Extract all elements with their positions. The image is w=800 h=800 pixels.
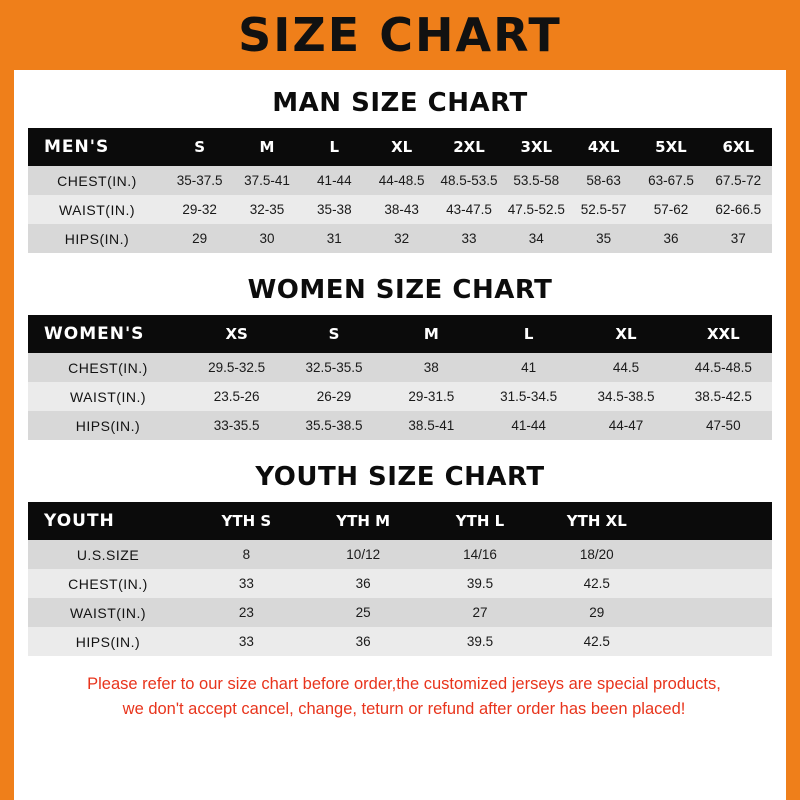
table-row	[28, 195, 772, 224]
cell: 35-37.5	[166, 166, 233, 195]
section-women	[28, 275, 772, 440]
column-header: S	[285, 315, 382, 353]
cell: 41-44	[480, 411, 577, 440]
cell: 31.5-34.5	[480, 382, 577, 411]
cell: 67.5-72	[705, 166, 772, 195]
column-header: 2XL	[435, 128, 502, 166]
cell-empty	[655, 569, 772, 598]
row-label: HIPS(IN.)	[28, 224, 166, 253]
column-header: 6XL	[705, 128, 772, 166]
table-row	[28, 540, 772, 569]
table-corner-label: WOMEN'S	[28, 315, 188, 353]
table-man-sizes	[28, 128, 772, 253]
cell: 42.5	[538, 627, 655, 656]
cell: 39.5	[422, 569, 539, 598]
row-label: HIPS(IN.)	[28, 627, 188, 656]
cell: 48.5-53.5	[435, 166, 502, 195]
table-corner-label: YOUTH	[28, 502, 188, 540]
row-label: HIPS(IN.)	[28, 411, 188, 440]
column-header: M	[383, 315, 480, 353]
table-row	[28, 598, 772, 627]
cell: 47-50	[675, 411, 772, 440]
column-header: L	[480, 315, 577, 353]
column-header: 5XL	[637, 128, 704, 166]
column-header: L	[301, 128, 368, 166]
section-man	[28, 88, 772, 253]
cell: 29-31.5	[383, 382, 480, 411]
table-header-row	[28, 502, 772, 540]
cell: 14/16	[422, 540, 539, 569]
cell: 35.5-38.5	[285, 411, 382, 440]
table-row	[28, 382, 772, 411]
cell: 33-35.5	[188, 411, 285, 440]
cell: 33	[435, 224, 502, 253]
cell: 57-62	[637, 195, 704, 224]
cell-empty	[655, 540, 772, 569]
cell: 10/12	[305, 540, 422, 569]
cell: 38-43	[368, 195, 435, 224]
table-row	[28, 411, 772, 440]
cell: 44-47	[577, 411, 674, 440]
table-row	[28, 569, 772, 598]
cell: 38.5-42.5	[675, 382, 772, 411]
cell: 44.5	[577, 353, 674, 382]
row-label: U.S.SIZE	[28, 540, 188, 569]
cell: 58-63	[570, 166, 637, 195]
cell: 34.5-38.5	[577, 382, 674, 411]
table-header-row	[28, 315, 772, 353]
cell: 29	[166, 224, 233, 253]
cell: 36	[305, 569, 422, 598]
row-label: WAIST(IN.)	[28, 598, 188, 627]
row-label: CHEST(IN.)	[28, 569, 188, 598]
cell: 8	[188, 540, 305, 569]
column-header: YTH L	[422, 502, 539, 540]
cell: 33	[188, 569, 305, 598]
cell: 27	[422, 598, 539, 627]
column-header: 4XL	[570, 128, 637, 166]
column-header: XL	[368, 128, 435, 166]
cell: 29.5-32.5	[188, 353, 285, 382]
cell: 47.5-52.5	[503, 195, 570, 224]
table-row	[28, 353, 772, 382]
cell: 37.5-41	[233, 166, 300, 195]
cell: 42.5	[538, 569, 655, 598]
row-label: CHEST(IN.)	[28, 166, 166, 195]
cell: 31	[301, 224, 368, 253]
chart-content	[14, 88, 786, 722]
cell: 43-47.5	[435, 195, 502, 224]
column-header: YTH M	[305, 502, 422, 540]
table-row	[28, 166, 772, 195]
cell: 38	[383, 353, 480, 382]
cell: 52.5-57	[570, 195, 637, 224]
cell: 63-67.5	[637, 166, 704, 195]
cell: 44-48.5	[368, 166, 435, 195]
cell: 53.5-58	[503, 166, 570, 195]
cell: 44.5-48.5	[675, 353, 772, 382]
cell: 36	[305, 627, 422, 656]
cell: 41	[480, 353, 577, 382]
table-corner-label: MEN'S	[28, 128, 166, 166]
column-header: M	[233, 128, 300, 166]
column-header: XXL	[675, 315, 772, 353]
cell: 26-29	[285, 382, 382, 411]
cell: 23.5-26	[188, 382, 285, 411]
footer-note-line-1: Please refer to our size chart before order,the customized jerseys are special products,	[87, 675, 721, 693]
column-header: XS	[188, 315, 285, 353]
section-title-youth: YOUTH SIZE CHART	[255, 462, 545, 492]
column-header-empty	[655, 502, 772, 540]
cell: 41-44	[301, 166, 368, 195]
cell: 32	[368, 224, 435, 253]
cell: 32-35	[233, 195, 300, 224]
cell: 34	[503, 224, 570, 253]
section-title-man: MAN SIZE CHART	[272, 88, 528, 118]
column-header: YTH XL	[538, 502, 655, 540]
table-row	[28, 224, 772, 253]
cell-empty	[655, 598, 772, 627]
cell: 36	[637, 224, 704, 253]
cell: 35-38	[301, 195, 368, 224]
table-row	[28, 627, 772, 656]
cell: 33	[188, 627, 305, 656]
page-banner	[0, 0, 800, 70]
cell: 25	[305, 598, 422, 627]
cell: 29	[538, 598, 655, 627]
section-youth	[28, 462, 772, 656]
cell: 35	[570, 224, 637, 253]
column-header: YTH S	[188, 502, 305, 540]
cell: 29-32	[166, 195, 233, 224]
footer-note-line-2: we don't accept cancel, change, teturn or refund after order has been placed!	[122, 699, 686, 718]
cell: 39.5	[422, 627, 539, 656]
page-title: SIZE CHART	[238, 8, 562, 62]
cell: 38.5-41	[383, 411, 480, 440]
row-label: WAIST(IN.)	[28, 195, 166, 224]
footer-note	[28, 672, 780, 722]
row-label: WAIST(IN.)	[28, 382, 188, 411]
row-label: CHEST(IN.)	[28, 353, 188, 382]
column-header: XL	[577, 315, 674, 353]
cell-empty	[655, 627, 772, 656]
cell: 30	[233, 224, 300, 253]
cell: 32.5-35.5	[285, 353, 382, 382]
table-youth-sizes	[28, 502, 772, 656]
column-header: 3XL	[503, 128, 570, 166]
table-header-row	[28, 128, 772, 166]
table-women-sizes	[28, 315, 772, 440]
section-title-women: WOMEN SIZE CHART	[247, 275, 553, 305]
cell: 18/20	[538, 540, 655, 569]
column-header: S	[166, 128, 233, 166]
cell: 37	[705, 224, 772, 253]
cell: 62-66.5	[705, 195, 772, 224]
cell: 23	[188, 598, 305, 627]
